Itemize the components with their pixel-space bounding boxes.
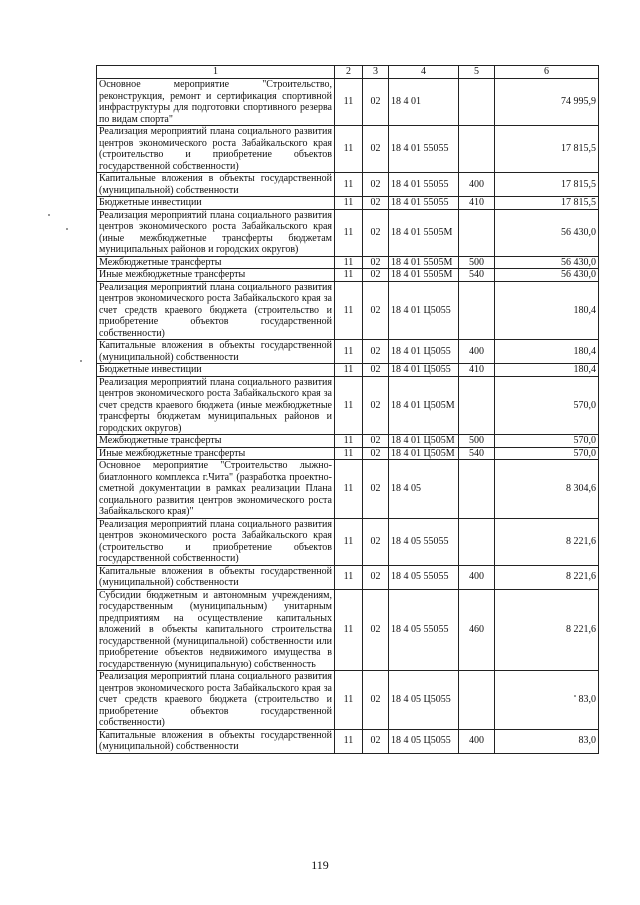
row-amount-cell: 56 430,0 — [495, 209, 599, 256]
row-target-article-cell: 18 4 01 5505М — [389, 256, 459, 269]
row-subsection-cell: 02 — [363, 256, 389, 269]
row-amount-cell: 17 815,5 — [495, 126, 599, 173]
row-expense-type-cell: 500 — [459, 256, 495, 269]
row-target-article-cell: 18 4 05 55055 — [389, 518, 459, 565]
row-amount-cell: 83,0 — [495, 671, 599, 730]
row-expense-type-cell: 500 — [459, 435, 495, 448]
row-name-cell: Межбюджетные трансферты — [97, 435, 335, 448]
row-target-article-cell: 18 4 05 — [389, 460, 459, 519]
row-amount-cell: 56 430,0 — [495, 269, 599, 282]
table-row — [97, 126, 599, 173]
row-target-article-cell: 18 4 01 55055 — [389, 173, 459, 197]
scan-speck — [48, 214, 50, 216]
header-col-6: 6 — [495, 66, 599, 79]
row-section-cell: 11 — [335, 589, 363, 671]
row-amount-cell: 83,0 — [495, 729, 599, 753]
row-section-cell: 11 — [335, 518, 363, 565]
row-section-cell: 11 — [335, 79, 363, 126]
header-col-5: 5 — [459, 66, 495, 79]
page-number: 119 — [311, 858, 329, 872]
row-name-cell: Капитальные вложения в объекты государственной (муниципальной) собственности — [97, 340, 335, 364]
row-expense-type-cell — [459, 518, 495, 565]
row-target-article-cell: 18 4 01 5505М — [389, 209, 459, 256]
row-target-article-cell: 18 4 01 Ц5055 — [389, 281, 459, 340]
row-name-cell: Реализация мероприятий плана социального развития центров экономического роста Забайкальского края за счет средств краевого бюджета (иные межбюджетные трансферты бюджетам муниципальных районов и городских округов) — [97, 376, 335, 435]
table-row — [97, 364, 599, 377]
row-target-article-cell: 18 4 01 Ц5055 — [389, 364, 459, 377]
row-name-cell: Реализация мероприятий плана социального развития центров экономического роста Забайкальского края за счет средств краевого бюджета (строительство и приобретение объектов государственной собственности) — [97, 281, 335, 340]
row-subsection-cell: 02 — [363, 364, 389, 377]
row-name-cell: Основное мероприятие "Строительство, реконструкция, ремонт и сертификация спортивной инфраструктуры для подготовки спортивного резерва по видам спорта" — [97, 79, 335, 126]
table-row — [97, 447, 599, 460]
row-section-cell: 11 — [335, 447, 363, 460]
row-subsection-cell: 02 — [363, 281, 389, 340]
row-amount-cell: 180,4 — [495, 364, 599, 377]
row-section-cell: 11 — [335, 340, 363, 364]
row-expense-type-cell: 540 — [459, 269, 495, 282]
row-target-article-cell: 18 4 05 Ц5055 — [389, 671, 459, 730]
row-section-cell: 11 — [335, 435, 363, 448]
row-expense-type-cell — [459, 671, 495, 730]
row-amount-cell: 570,0 — [495, 435, 599, 448]
row-expense-type-cell — [459, 460, 495, 519]
row-subsection-cell: 02 — [363, 269, 389, 282]
row-subsection-cell: 02 — [363, 79, 389, 126]
row-section-cell: 11 — [335, 197, 363, 210]
row-amount-cell: 180,4 — [495, 281, 599, 340]
row-name-cell: Субсидии бюджетным и автономным учреждениям, государственным (муниципальным) унитарным предприятиям на осуществление капитальных вложений в объекты капитального строительства государственной (муниципальной) собственности или приобретение объектов недвижимого имущества в государственную (муниципальную) собственность — [97, 589, 335, 671]
row-expense-type-cell: 540 — [459, 447, 495, 460]
row-subsection-cell: 02 — [363, 460, 389, 519]
row-name-cell: Бюджетные инвестиции — [97, 364, 335, 377]
row-subsection-cell: 02 — [363, 729, 389, 753]
row-expense-type-cell: 400 — [459, 340, 495, 364]
scan-speck — [80, 360, 82, 362]
table-row — [97, 340, 599, 364]
header-col-3: 3 — [363, 66, 389, 79]
row-target-article-cell: 18 4 05 55055 — [389, 565, 459, 589]
row-subsection-cell: 02 — [363, 518, 389, 565]
row-amount-cell: 8 304,6 — [495, 460, 599, 519]
table-row — [97, 435, 599, 448]
row-expense-type-cell — [459, 126, 495, 173]
row-name-cell: Иные межбюджетные трансферты — [97, 269, 335, 282]
table-row — [97, 173, 599, 197]
table-row — [97, 460, 599, 519]
row-subsection-cell: 02 — [363, 435, 389, 448]
table-row — [97, 197, 599, 210]
row-target-article-cell: 18 4 01 5505М — [389, 269, 459, 282]
row-target-article-cell: 18 4 01 Ц505М — [389, 447, 459, 460]
row-expense-type-cell: 410 — [459, 364, 495, 377]
row-expense-type-cell: 400 — [459, 173, 495, 197]
row-expense-type-cell: 460 — [459, 589, 495, 671]
row-subsection-cell: 02 — [363, 173, 389, 197]
row-subsection-cell: 02 — [363, 671, 389, 730]
table-row — [97, 376, 599, 435]
table-row — [97, 671, 599, 730]
row-amount-cell: 570,0 — [495, 376, 599, 435]
row-section-cell: 11 — [335, 565, 363, 589]
row-section-cell: 11 — [335, 281, 363, 340]
row-subsection-cell: 02 — [363, 376, 389, 435]
row-amount-cell: 570,0 — [495, 447, 599, 460]
header-col-1: 1 — [97, 66, 335, 79]
row-name-cell: Межбюджетные трансферты — [97, 256, 335, 269]
row-subsection-cell: 02 — [363, 126, 389, 173]
budget-table — [96, 65, 599, 754]
table-row — [97, 589, 599, 671]
header-col-2: 2 — [335, 66, 363, 79]
row-section-cell: 11 — [335, 173, 363, 197]
row-section-cell: 11 — [335, 376, 363, 435]
scan-speck — [66, 228, 68, 230]
scan-speck — [574, 695, 576, 697]
row-expense-type-cell — [459, 79, 495, 126]
table-row — [97, 281, 599, 340]
row-section-cell: 11 — [335, 364, 363, 377]
row-expense-type-cell: 410 — [459, 197, 495, 210]
row-subsection-cell: 02 — [363, 565, 389, 589]
row-expense-type-cell: 400 — [459, 565, 495, 589]
row-target-article-cell: 18 4 01 Ц5055 — [389, 340, 459, 364]
row-target-article-cell: 18 4 01 55055 — [389, 197, 459, 210]
row-name-cell: Капитальные вложения в объекты государственной (муниципальной) собственности — [97, 565, 335, 589]
row-target-article-cell: 18 4 05 Ц5055 — [389, 729, 459, 753]
row-section-cell: 11 — [335, 256, 363, 269]
row-name-cell: Капитальные вложения в объекты государственной (муниципальной) собственности — [97, 173, 335, 197]
table-row — [97, 79, 599, 126]
row-amount-cell: 8 221,6 — [495, 589, 599, 671]
row-target-article-cell: 18 4 01 — [389, 79, 459, 126]
row-amount-cell: 74 995,9 — [495, 79, 599, 126]
header-row — [97, 66, 599, 79]
row-name-cell: Реализация мероприятий плана социального развития центров экономического роста Забайкальского края (иные межбюджетные трансферты бюджетам муниципальных районов и городских округов) — [97, 209, 335, 256]
row-expense-type-cell — [459, 376, 495, 435]
row-expense-type-cell — [459, 281, 495, 340]
row-section-cell: 11 — [335, 671, 363, 730]
row-amount-cell: 180,4 — [495, 340, 599, 364]
table-row — [97, 256, 599, 269]
table-row — [97, 565, 599, 589]
table-body — [97, 79, 599, 754]
table-row — [97, 729, 599, 753]
table-row — [97, 269, 599, 282]
row-amount-cell: 8 221,6 — [495, 565, 599, 589]
row-name-cell: Бюджетные инвестиции — [97, 197, 335, 210]
row-section-cell: 11 — [335, 126, 363, 173]
row-amount-cell: 17 815,5 — [495, 173, 599, 197]
row-section-cell: 11 — [335, 460, 363, 519]
row-expense-type-cell — [459, 209, 495, 256]
row-name-cell: Реализация мероприятий плана социального развития центров экономического роста Забайкальского края (строительство и приобретение объектов государственной собственности) — [97, 518, 335, 565]
row-name-cell: Основное мероприятие "Строительство лыжно-биатлонного комплекса г.Чита" (разработка проектно-сметной документации в рамках реализации Плана социального развития центров экономического роста Забайкальского края)" — [97, 460, 335, 519]
row-target-article-cell: 18 4 05 55055 — [389, 589, 459, 671]
row-target-article-cell: 18 4 01 55055 — [389, 126, 459, 173]
table-row — [97, 518, 599, 565]
row-section-cell: 11 — [335, 209, 363, 256]
row-name-cell: Капитальные вложения в объекты государственной (муниципальной) собственности — [97, 729, 335, 753]
table-row — [97, 209, 599, 256]
row-subsection-cell: 02 — [363, 209, 389, 256]
row-section-cell: 11 — [335, 269, 363, 282]
row-subsection-cell: 02 — [363, 340, 389, 364]
row-subsection-cell: 02 — [363, 447, 389, 460]
row-name-cell: Иные межбюджетные трансферты — [97, 447, 335, 460]
row-subsection-cell: 02 — [363, 197, 389, 210]
row-name-cell: Реализация мероприятий плана социального развития центров экономического роста Забайкальского края за счет средств краевого бюджета (строительство и приобретение объектов государственной собственности) — [97, 671, 335, 730]
row-subsection-cell: 02 — [363, 589, 389, 671]
row-amount-cell: 8 221,6 — [495, 518, 599, 565]
row-amount-cell: 17 815,5 — [495, 197, 599, 210]
row-expense-type-cell: 400 — [459, 729, 495, 753]
row-section-cell: 11 — [335, 729, 363, 753]
row-target-article-cell: 18 4 01 Ц505М — [389, 376, 459, 435]
header-col-4: 4 — [389, 66, 459, 79]
row-amount-cell: 56 430,0 — [495, 256, 599, 269]
row-name-cell: Реализация мероприятий плана социального развития центров экономического роста Забайкальского края (строительство и приобретение объектов государственной собственности) — [97, 126, 335, 173]
row-target-article-cell: 18 4 01 Ц505М — [389, 435, 459, 448]
